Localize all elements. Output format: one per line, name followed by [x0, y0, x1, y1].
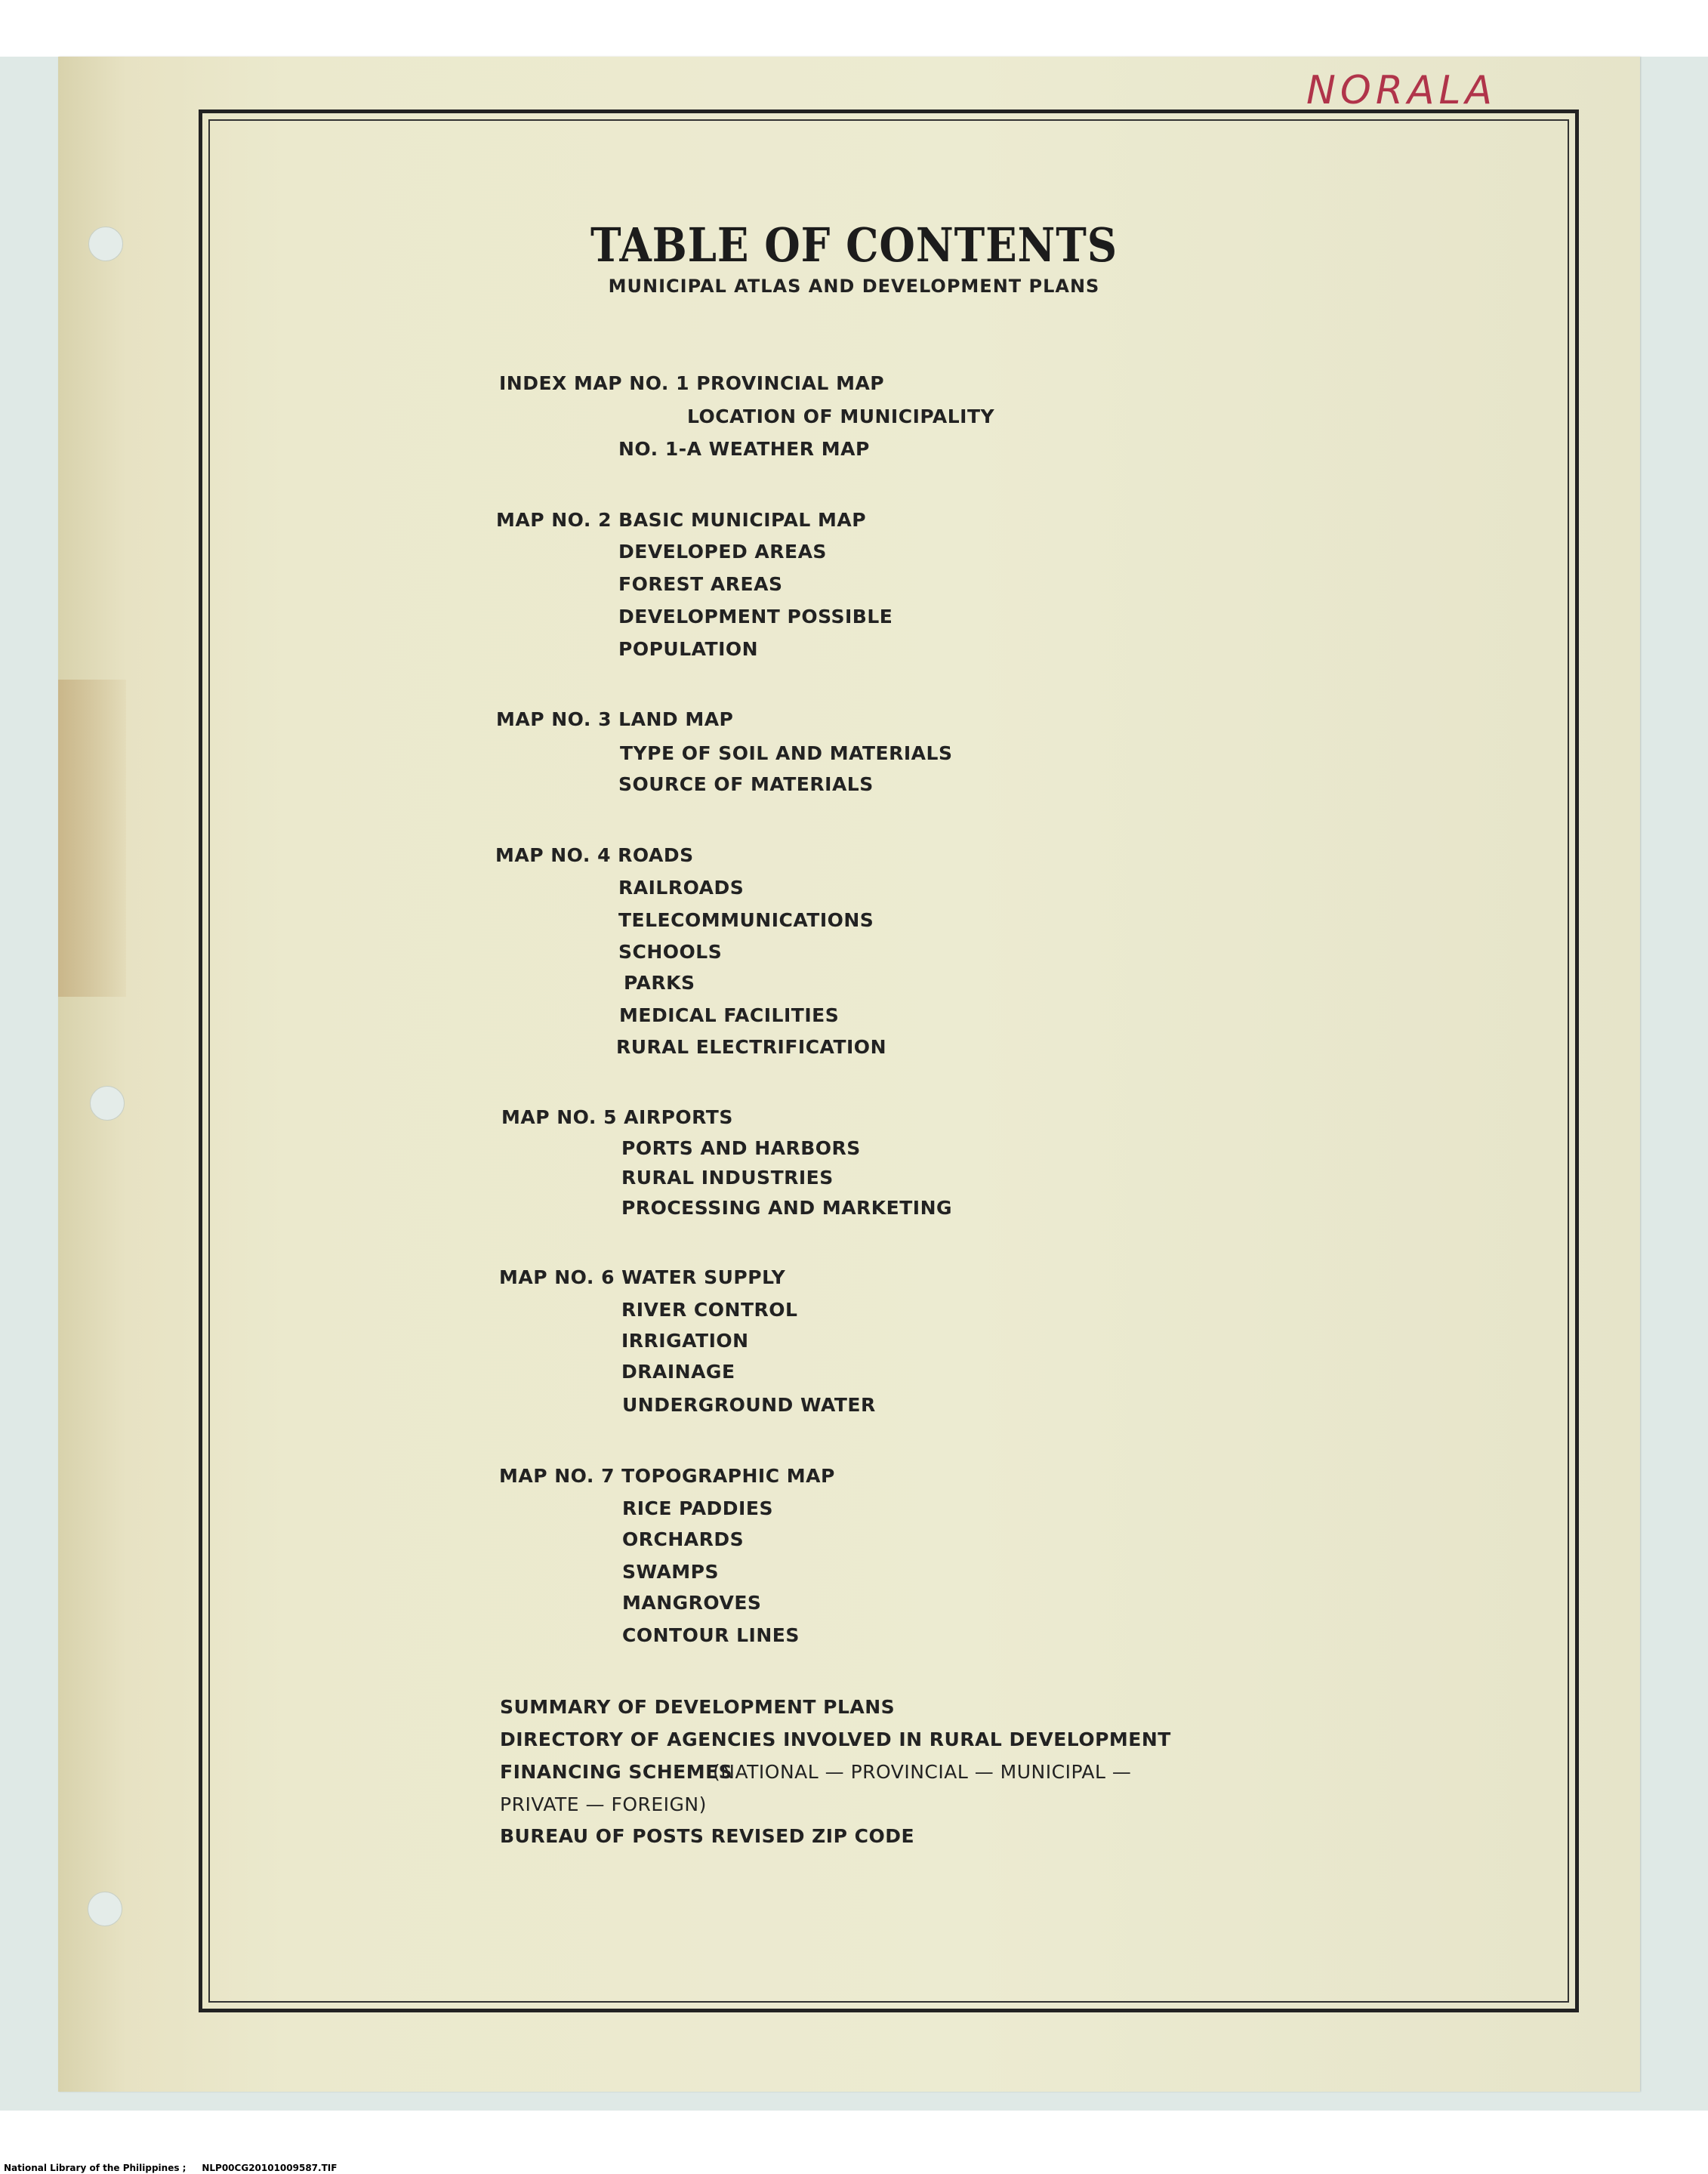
toc-entry: DIRECTORY OF AGENCIES INVOLVED IN RURAL DEVELOPMENT — [500, 1728, 1171, 1750]
toc-entry: DEVELOPED AREAS — [618, 541, 827, 563]
toc-entry: PORTS AND HARBORS — [621, 1137, 861, 1159]
toc-entry: NO. 1-A WEATHER MAP — [618, 438, 870, 460]
paper-stain — [58, 680, 126, 997]
toc-entry: SUMMARY OF DEVELOPMENT PLANS — [500, 1696, 896, 1718]
page-subtitle: MUNICIPAL ATLAS AND DEVELOPMENT PLANS — [608, 276, 1100, 297]
toc-entry: MAP NO. 7 TOPOGRAPHIC MAP — [499, 1465, 835, 1487]
toc-entry: TYPE OF SOIL AND MATERIALS — [620, 742, 953, 764]
toc-entry: MAP NO. 5 AIRPORTS — [501, 1106, 733, 1128]
toc-entry: FINANCING SCHEMES — [500, 1761, 733, 1783]
toc-entry: SOURCE OF MATERIALS — [618, 773, 874, 795]
toc-entry: IRRIGATION — [621, 1330, 749, 1352]
toc-entry: RAILROADS — [618, 877, 745, 899]
toc-entry: (NATIONAL — PROVINCIAL — MUNICIPAL — — [713, 1761, 1132, 1783]
toc-entry: DEVELOPMENT POSSIBLE — [618, 606, 893, 628]
handwritten-annotation: NORALA — [1306, 68, 1497, 113]
toc-entry: MAP NO. 6 WATER SUPPLY — [499, 1266, 786, 1288]
toc-entry: RURAL INDUSTRIES — [621, 1167, 834, 1189]
toc-entry: RIVER CONTROL — [621, 1299, 798, 1321]
toc-entry: INDEX MAP NO. 1 PROVINCIAL MAP — [499, 372, 885, 394]
scan-footer: National Library of the Philippines ; NLP00CG20101009587.TIF — [4, 2163, 338, 2173]
punch-hole — [88, 1892, 122, 1926]
toc-entry: SWAMPS — [622, 1561, 720, 1583]
punch-hole — [90, 1086, 125, 1121]
toc-entry: PROCESSING AND MARKETING — [621, 1197, 953, 1219]
toc-entry: DRAINAGE — [621, 1361, 735, 1383]
toc-entry: MANGROVES — [622, 1592, 762, 1614]
toc-entry: RICE PADDIES — [622, 1497, 773, 1519]
toc-entry: MAP NO. 4 ROADS — [495, 844, 694, 866]
toc-entry: TELECOMMUNICATIONS — [618, 909, 874, 931]
toc-entry: MEDICAL FACILITIES — [619, 1004, 840, 1026]
toc-entry: BUREAU OF POSTS REVISED ZIP CODE — [500, 1825, 915, 1847]
toc-entry: LOCATION OF MUNICIPALITY — [687, 406, 995, 427]
toc-entry: POPULATION — [618, 638, 759, 660]
toc-entry: SCHOOLS — [618, 941, 723, 963]
toc-entry: FOREST AREAS — [618, 573, 783, 595]
toc-entry: RURAL ELECTRIFICATION — [616, 1036, 886, 1058]
page-title: TABLE OF CONTENTS — [590, 217, 1118, 273]
toc-entry: CONTOUR LINES — [622, 1624, 800, 1646]
toc-entry: MAP NO. 2 BASIC MUNICIPAL MAP — [496, 509, 867, 531]
toc-entry: ORCHARDS — [622, 1528, 745, 1550]
toc-entry: MAP NO. 3 LAND MAP — [496, 708, 734, 730]
page-border-inner — [208, 119, 1569, 2003]
toc-entry: UNDERGROUND WATER — [622, 1394, 876, 1416]
toc-entry: PRIVATE — FOREIGN) — [500, 1793, 707, 1815]
toc-entry: PARKS — [624, 972, 695, 994]
